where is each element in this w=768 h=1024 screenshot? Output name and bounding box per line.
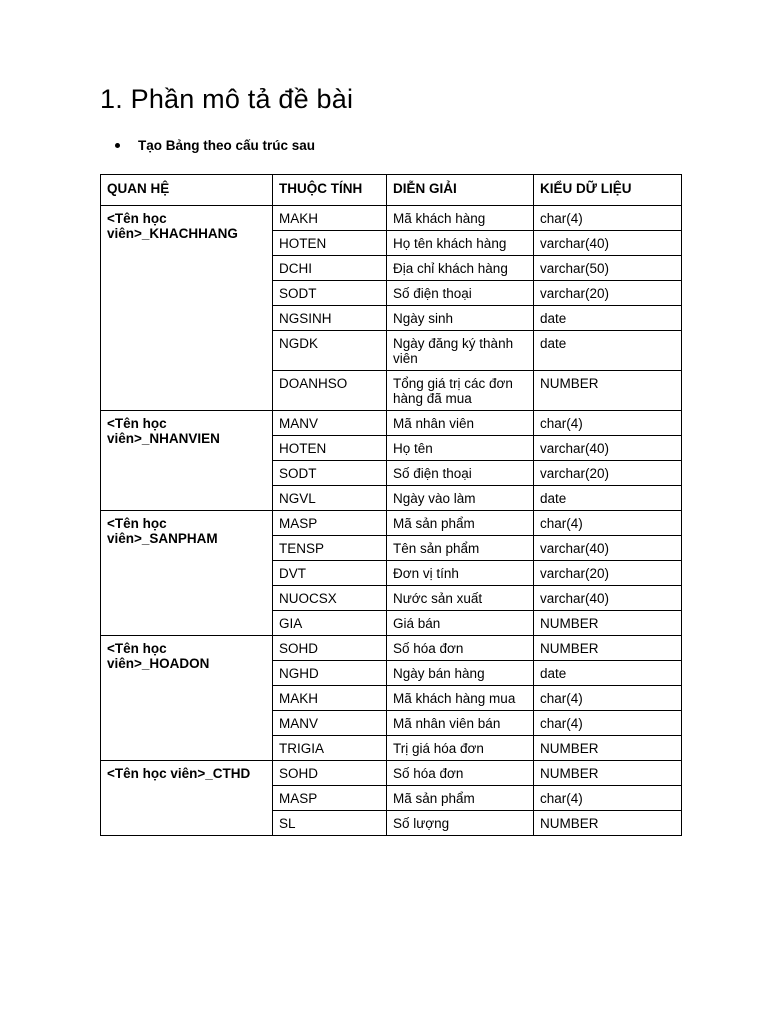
description-cell: Họ tên xyxy=(387,436,534,461)
datatype-cell: NUMBER xyxy=(534,636,682,661)
description-cell: Số hóa đơn xyxy=(387,761,534,786)
relation-name-cell: <Tên học viên>_KHACHHANG xyxy=(101,206,273,411)
page-title: 1. Phần mô tả đề bài xyxy=(100,84,354,114)
bullet-icon xyxy=(115,143,120,148)
datatype-cell: varchar(40) xyxy=(534,586,682,611)
attribute-cell: SOHD xyxy=(273,636,387,661)
description-cell: Mã sản phẩm xyxy=(387,786,534,811)
schema-table xyxy=(100,174,682,836)
description-cell: Địa chỉ khách hàng xyxy=(387,256,534,281)
attribute-cell: NUOCSX xyxy=(273,586,387,611)
attribute-cell: SL xyxy=(273,811,387,836)
column-header-description: DIỄN GIẢI xyxy=(387,175,534,206)
relation-name-cell: <Tên học viên>_CTHD xyxy=(101,761,273,836)
table-row xyxy=(101,636,682,661)
attribute-cell: DVT xyxy=(273,561,387,586)
datatype-cell: NUMBER xyxy=(534,761,682,786)
attribute-cell: HOTEN xyxy=(273,436,387,461)
attribute-cell: SOHD xyxy=(273,761,387,786)
table-row xyxy=(101,411,682,436)
column-header-relation: QUAN HỆ xyxy=(101,175,273,206)
description-cell: Ngày sinh xyxy=(387,306,534,331)
description-cell: Mã sản phẩm xyxy=(387,511,534,536)
table-row xyxy=(101,206,682,231)
datatype-cell: varchar(20) xyxy=(534,561,682,586)
bullet-item xyxy=(115,138,315,153)
attribute-cell: SODT xyxy=(273,461,387,486)
datatype-cell: varchar(20) xyxy=(534,281,682,306)
attribute-cell: NGHD xyxy=(273,661,387,686)
relation-name-cell: <Tên học viên>_NHANVIEN xyxy=(101,411,273,511)
datatype-cell: date xyxy=(534,331,682,371)
table-row xyxy=(101,511,682,536)
relation-name-cell: <Tên học viên>_HOADON xyxy=(101,636,273,761)
datatype-cell: char(4) xyxy=(534,686,682,711)
description-cell: Số điện thoại xyxy=(387,461,534,486)
description-cell: Giá bán xyxy=(387,611,534,636)
bullet-text: Tạo Bảng theo cấu trúc sau xyxy=(138,138,316,153)
attribute-cell: MASP xyxy=(273,511,387,536)
description-cell: Mã nhân viên bán xyxy=(387,711,534,736)
attribute-cell: TENSP xyxy=(273,536,387,561)
description-cell: Ngày vào làm xyxy=(387,486,534,511)
description-cell: Họ tên khách hàng xyxy=(387,231,534,256)
attribute-cell: MAKH xyxy=(273,686,387,711)
description-cell: Số điện thoại xyxy=(387,281,534,306)
datatype-cell: char(4) xyxy=(534,511,682,536)
datatype-cell: char(4) xyxy=(534,786,682,811)
attribute-cell: DCHI xyxy=(273,256,387,281)
description-cell: Nước sản xuất xyxy=(387,586,534,611)
attribute-cell: DOANHSO xyxy=(273,371,387,411)
datatype-cell: varchar(50) xyxy=(534,256,682,281)
datatype-cell: NUMBER xyxy=(534,611,682,636)
description-cell: Ngày đăng ký thành viên xyxy=(387,331,534,371)
datatype-cell: varchar(40) xyxy=(534,536,682,561)
datatype-cell: date xyxy=(534,486,682,511)
description-cell: Mã khách hàng xyxy=(387,206,534,231)
description-cell: Mã nhân viên xyxy=(387,411,534,436)
description-cell: Đơn vị tính xyxy=(387,561,534,586)
description-cell: Số hóa đơn xyxy=(387,636,534,661)
datatype-cell: date xyxy=(534,306,682,331)
attribute-cell: MANV xyxy=(273,711,387,736)
description-cell: Số lượng xyxy=(387,811,534,836)
column-header-attribute: THUỘC TÍNH xyxy=(273,175,387,206)
attribute-cell: NGVL xyxy=(273,486,387,511)
column-header-datatype: KIỂU DỮ LIỆU xyxy=(534,175,682,206)
attribute-cell: MANV xyxy=(273,411,387,436)
table-body xyxy=(101,206,682,836)
description-cell: Tên sản phẩm xyxy=(387,536,534,561)
datatype-cell: char(4) xyxy=(534,411,682,436)
datatype-cell: char(4) xyxy=(534,206,682,231)
datatype-cell: NUMBER xyxy=(534,736,682,761)
datatype-cell: varchar(40) xyxy=(534,231,682,256)
attribute-cell: MASP xyxy=(273,786,387,811)
table-row xyxy=(101,761,682,786)
datatype-cell: NUMBER xyxy=(534,811,682,836)
datatype-cell: date xyxy=(534,661,682,686)
attribute-cell: GIA xyxy=(273,611,387,636)
datatype-cell: NUMBER xyxy=(534,371,682,411)
attribute-cell: MAKH xyxy=(273,206,387,231)
description-cell: Trị giá hóa đơn xyxy=(387,736,534,761)
attribute-cell: HOTEN xyxy=(273,231,387,256)
datatype-cell: varchar(40) xyxy=(534,436,682,461)
datatype-cell: varchar(20) xyxy=(534,461,682,486)
datatype-cell: char(4) xyxy=(534,711,682,736)
description-cell: Ngày bán hàng xyxy=(387,661,534,686)
attribute-cell: SODT xyxy=(273,281,387,306)
attribute-cell: NGSINH xyxy=(273,306,387,331)
description-cell: Mã khách hàng mua xyxy=(387,686,534,711)
attribute-cell: NGDK xyxy=(273,331,387,371)
relation-name-cell: <Tên học viên>_SANPHAM xyxy=(101,511,273,636)
table-header-row xyxy=(101,175,682,206)
attribute-cell: TRIGIA xyxy=(273,736,387,761)
description-cell: Tổng giá trị các đơn hàng đã mua xyxy=(387,371,534,411)
